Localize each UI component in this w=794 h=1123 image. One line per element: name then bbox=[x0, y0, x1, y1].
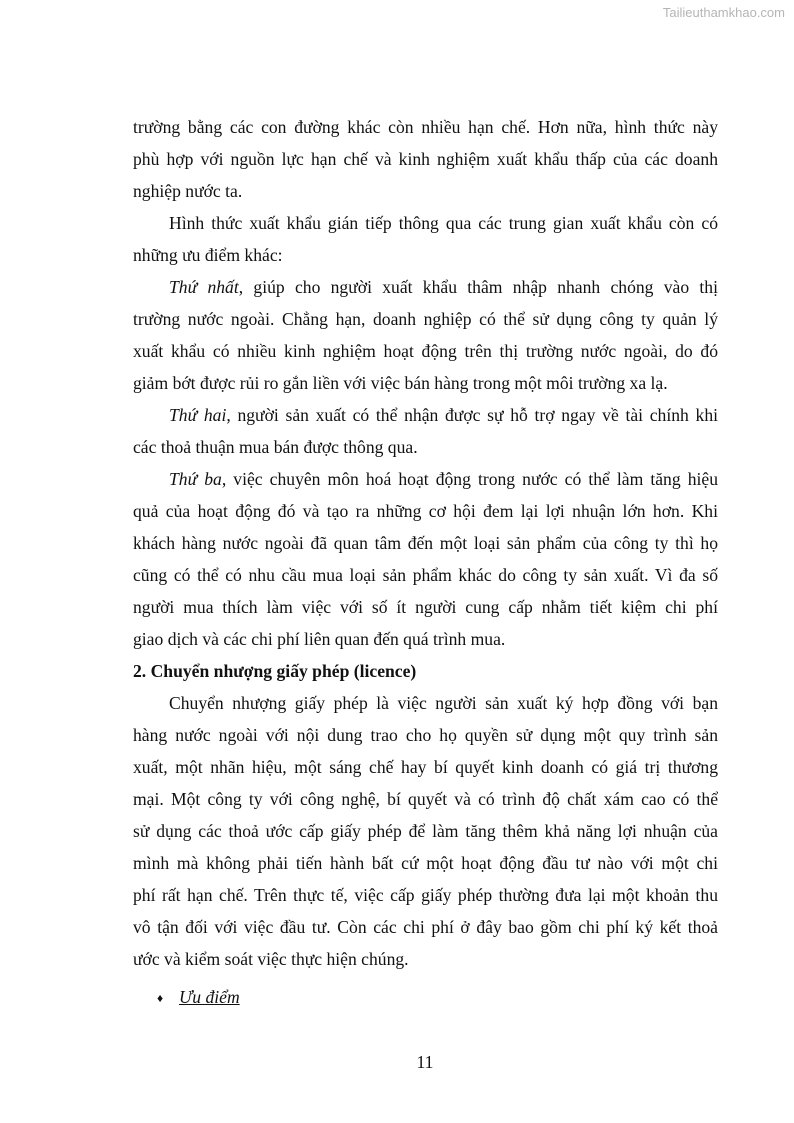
italic-lead: Thứ nhất bbox=[169, 277, 239, 297]
paragraph-line: xuất khẩu có nhiều kinh nghiệm hoạt động trên thị trường nước ngoài, do đó bbox=[133, 341, 718, 361]
bullet-text: Ưu điểm bbox=[179, 987, 240, 1007]
paragraph-line: sử dụng các thoả ước cấp giấy phép để làm tăng thêm khả năng lợi nhuận của bbox=[133, 821, 718, 841]
paragraph-line: vô tận đối với việc đầu tư. Còn các chi phí ở đây bao gồm chi phí ký kết thoả bbox=[133, 917, 718, 937]
paragraph-line: cũng có thể có nhu cầu mua loại sản phẩm khác do công ty sản xuất. Vì đa số bbox=[133, 565, 718, 585]
paragraph-line: phù hợp với nguồn lực hạn chế và kinh nghiệm xuất khẩu thấp của các doanh bbox=[133, 149, 718, 169]
paragraph-line: giao dịch và các chi phí liên quan đến quá trình mua. bbox=[133, 629, 506, 649]
document-body bbox=[133, 111, 718, 1015]
paragraph-line: mình mà không phải tiến hành bất cứ một hoạt động đầu tư nào với một chi bbox=[133, 853, 718, 873]
line-text: , giúp cho người xuất khẩu thâm nhập nhanh chóng vào thị bbox=[238, 277, 718, 297]
watermark: Tailieuthamkhao.com bbox=[662, 5, 785, 20]
line-text: , việc chuyên môn hoá hoạt động trong nước có thể làm tăng hiệu bbox=[221, 469, 718, 489]
paragraph-line: những ưu điểm khác: bbox=[133, 245, 283, 265]
diamond-bullet-icon: ♦ bbox=[157, 991, 164, 1005]
paragraph-line bbox=[133, 463, 718, 495]
paragraph-line: trường nước ngoài. Chẳng hạn, doanh nghiệp có thể sử dụng công ty quản lý bbox=[133, 309, 718, 329]
paragraph-line: Hình thức xuất khẩu gián tiếp thông qua các trung gian xuất khẩu còn có bbox=[169, 213, 718, 233]
bullet-item bbox=[133, 975, 718, 1015]
line-text: , người sản xuất có thể nhận được sự hỗ trợ ngay về tài chính khi bbox=[226, 405, 718, 425]
paragraph-line bbox=[133, 271, 718, 303]
paragraph-line: khách hàng nước ngoài đã quan tâm đến một loại sản phẩm của công ty thì họ bbox=[133, 533, 718, 553]
paragraph-line: hàng nước ngoài với nội dung trao cho họ quyền sử dụng một quy trình sản bbox=[133, 725, 718, 745]
section-heading: 2. Chuyển nhượng giấy phép (licence) bbox=[133, 661, 417, 681]
paragraph-line: giảm bớt được rủi ro gắn liền với việc bán hàng trong một môi trường xa lạ. bbox=[133, 373, 668, 393]
paragraph-line: các thoả thuận mua bán được thông qua. bbox=[133, 437, 418, 457]
italic-lead: Thứ hai bbox=[169, 405, 227, 425]
paragraph-line bbox=[133, 399, 718, 431]
italic-lead: Thứ ba bbox=[169, 469, 222, 489]
paragraph-line: xuất, một nhãn hiệu, một sáng chế hay bí quyết kinh doanh có giá trị thương bbox=[133, 757, 718, 777]
paragraph-line: quả của hoạt động đó và tạo ra những cơ hội đem lại lợi nhuận lớn hơn. Khi bbox=[133, 501, 718, 521]
paragraph-line: Chuyển nhượng giấy phép là việc người sản xuất ký hợp đồng với bạn bbox=[169, 693, 718, 713]
paragraph-line: trường bằng các con đường khác còn nhiều hạn chế. Hơn nữa, hình thức này bbox=[133, 117, 718, 137]
paragraph-line: nghiệp nước ta. bbox=[133, 181, 243, 201]
paragraph-line: mại. Một công ty với công nghệ, bí quyết và có trình độ chất xám cao có thể bbox=[133, 789, 718, 809]
paragraph-line: phí rất hạn chế. Trên thực tế, việc cấp giấy phép thường đưa lại một khoản thu bbox=[133, 885, 718, 905]
page-number: 11 bbox=[416, 1052, 434, 1072]
paragraph-line: người mua thích làm việc với số ít người cung cấp nhằm tiết kiệm chi phí bbox=[133, 597, 718, 617]
paragraph-line: ước và kiểm soát việc thực hiện chúng. bbox=[133, 949, 409, 969]
